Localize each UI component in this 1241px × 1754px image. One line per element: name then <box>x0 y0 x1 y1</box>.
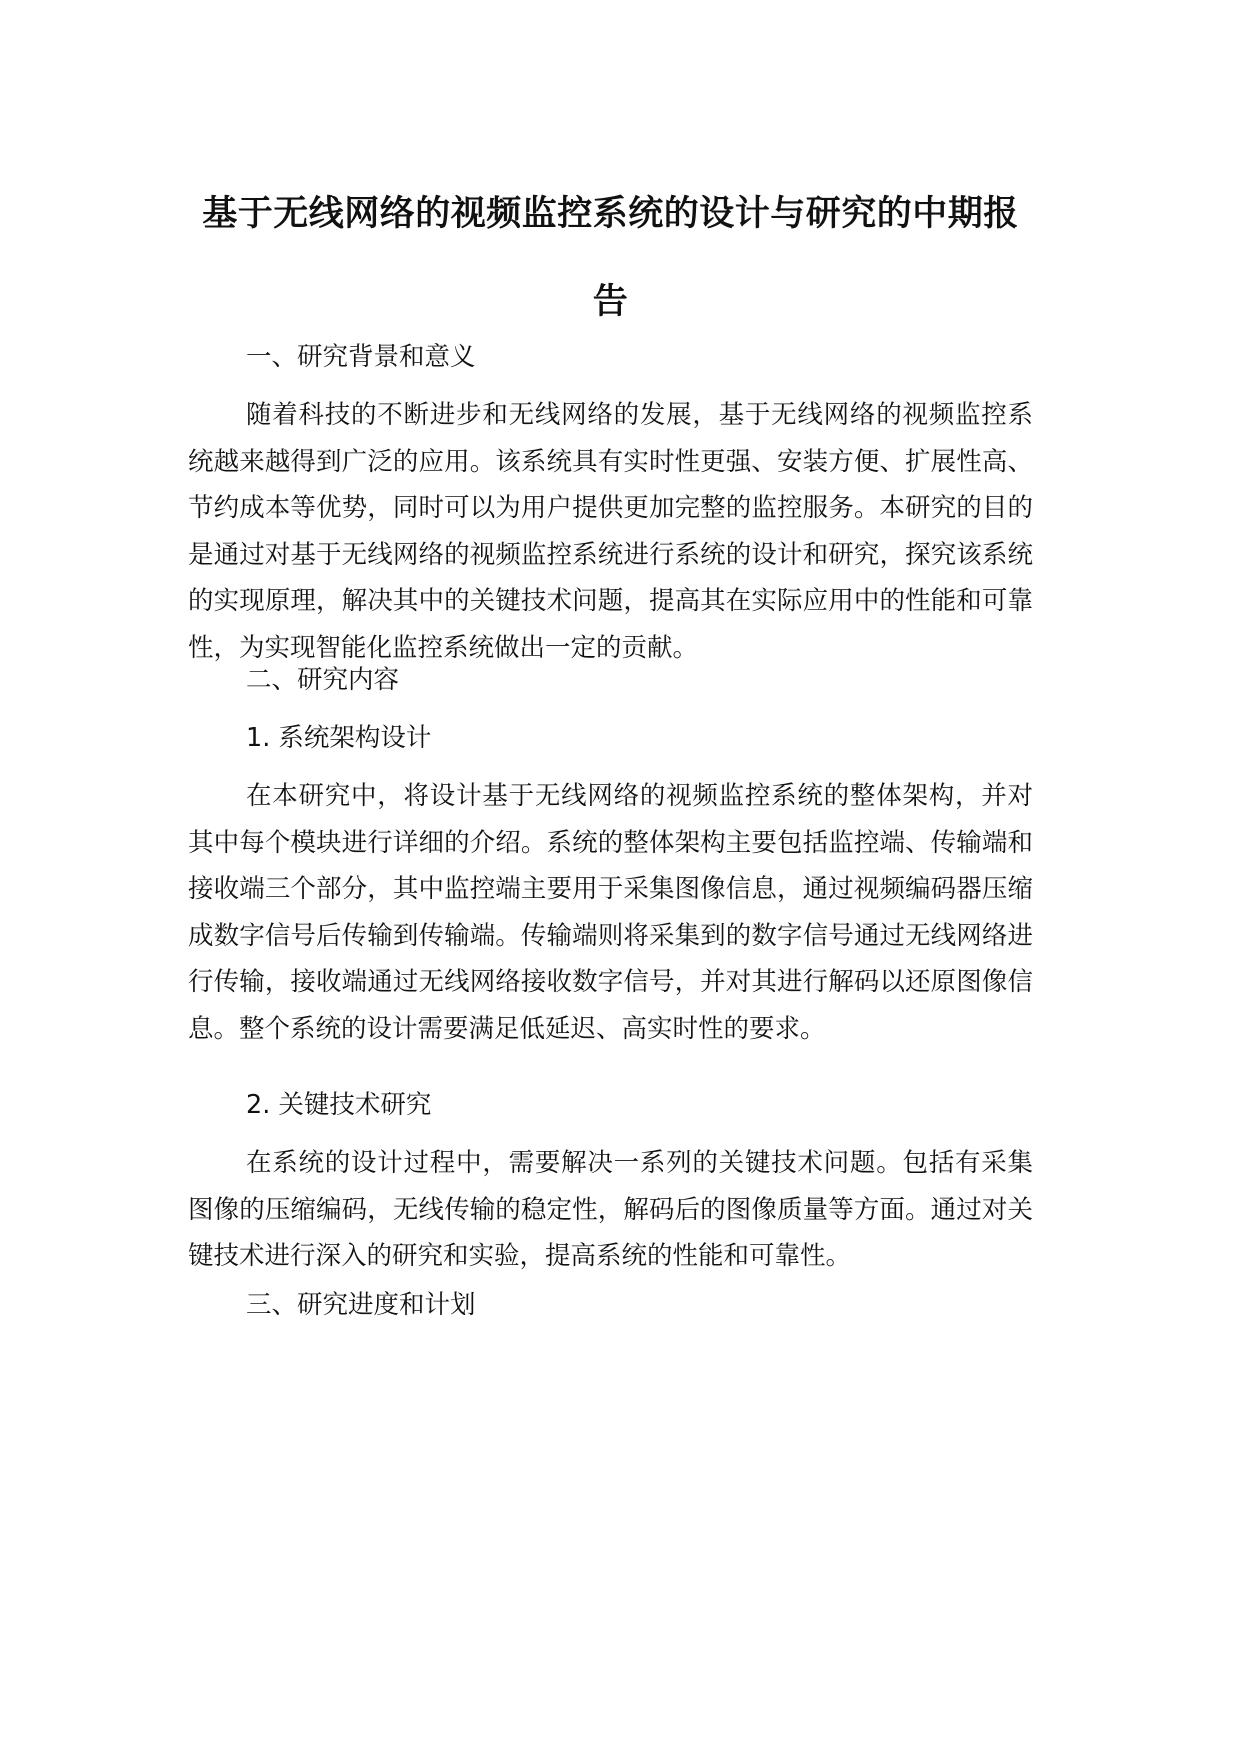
section-heading-content: 二、研究内容 <box>246 665 400 695</box>
paragraph-key-tech: 在系统的设计过程中，需要解决一系列的关键技术问题。包括有采集图像的压缩编码，无线传输的稳定性，解码后的图像质量等方面。通过对关键技术进行深入的研究和实验，提高系统的性能和可靠性。 <box>188 1148 1033 1271</box>
subsection-heading-architecture: 1. 系统架构设计 <box>246 723 432 753</box>
document-title: 基于无线网络的视频监控系统的设计与研究的中期报告 <box>202 194 1019 322</box>
paragraph-architecture: 在本研究中，将设计基于无线网络的视频监控系统的整体架构，并对其中每个模块进行详细的介绍。系统的整体架构主要包括监控端、传输端和接收端三个部分，其中监控端主要用于采集图像信息，通过视频编码器压缩成数字信号后传输到传输端。传输端则将采集到的数字信号通过无线网络进行传输，接收端通过无线网络接收数字信号，并对其进行解码以还原图像信息。整个系统的设计需要满足低延迟、高实时性的要求。 <box>188 781 1033 1044</box>
paragraph-background: 随着科技的不断进步和无线网络的发展，基于无线网络的视频监控系统越来越得到广泛的应用。该系统具有实时性更强、安装方便、扩展性高、节约成本等优势，同时可以为用户提供更加完整的监控服务。本研究的目的是通过对基于无线网络的视频监控系统进行系统的设计和研究，探究该系统的实现原理，解决其中的关键技术问题，提高其在实际应用中的性能和可靠性，为实现智能化监控系统做出一定的贡献。 <box>188 400 1033 663</box>
subsection-heading-key-tech: 2. 关键技术研究 <box>246 1090 432 1120</box>
section-heading-progress: 三、研究进度和计划 <box>246 1290 476 1320</box>
section-heading-background: 一、研究背景和意义 <box>246 342 476 372</box>
